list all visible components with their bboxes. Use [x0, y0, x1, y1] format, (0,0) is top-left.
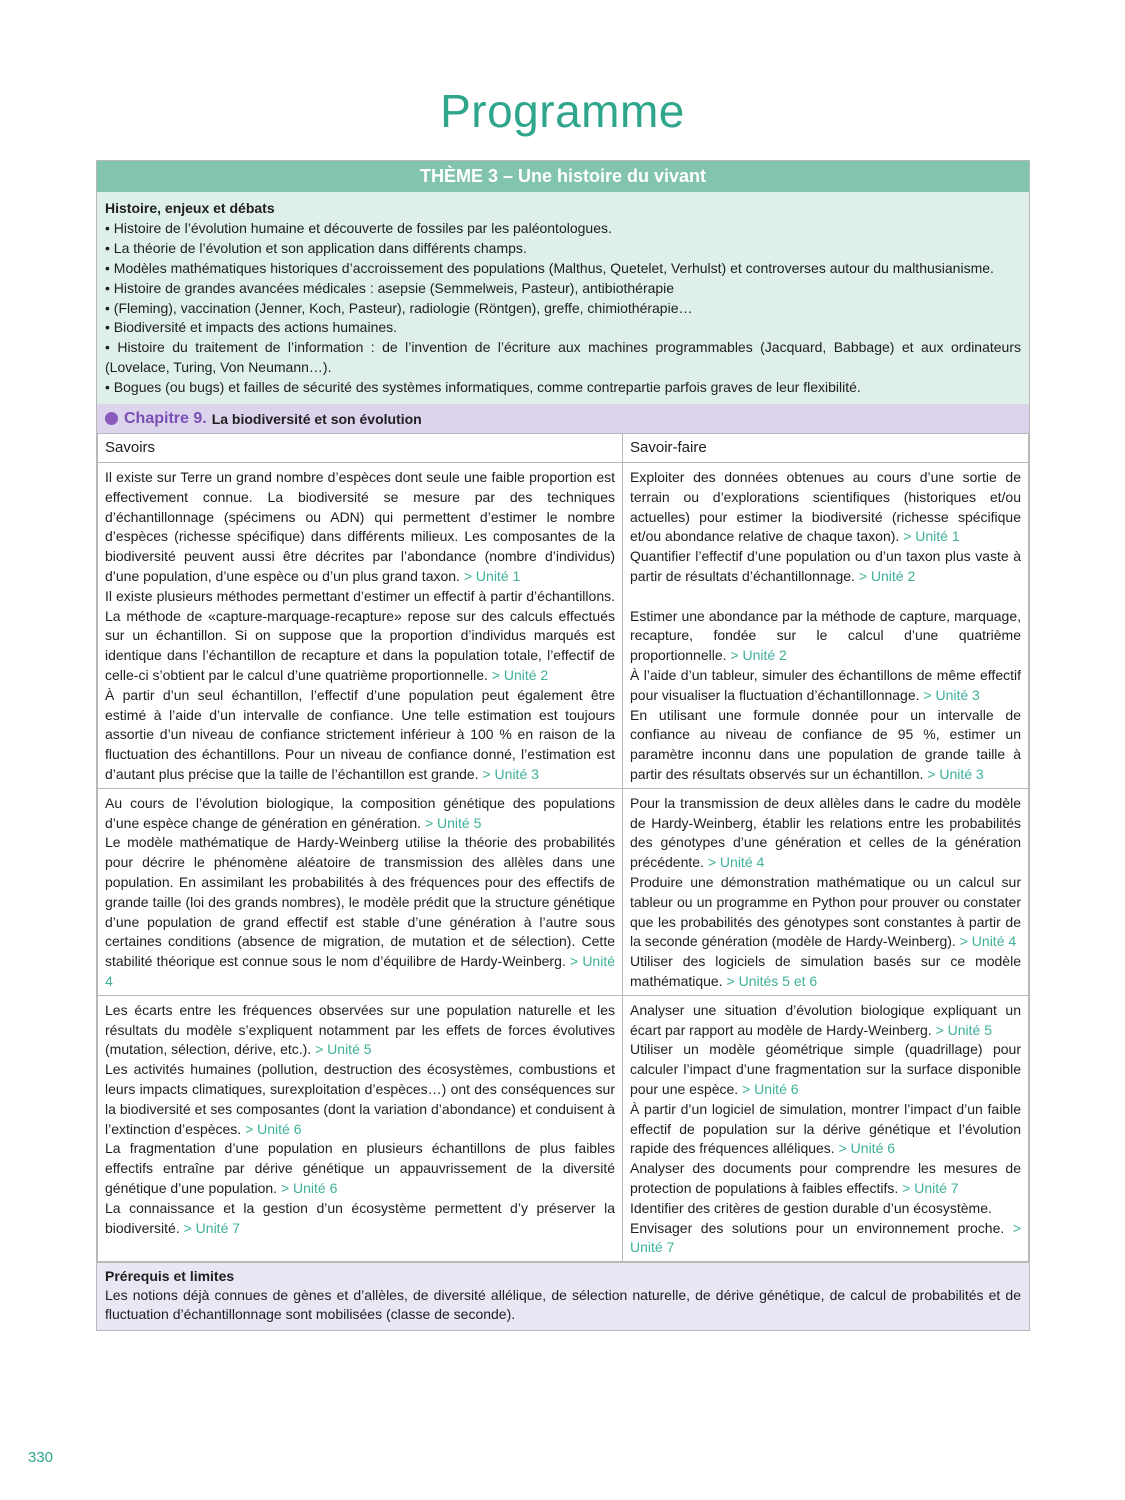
intro-item: • Histoire du traitement de l’information : de l’invention de l’écriture aux machines programmables (Jacquard, Babbage) et aux ordinateurs (Lovelace, Turing, Von Neumann…). [105, 339, 1021, 376]
paragraph-text: À partir d’un seul échantillon, l’effectif d’une population peut également être estimé à l’aide d’un intervalle de confiance. Une telle estimation est toujours assortie d’un niveau de confiance strictement inférieur à 100 % en raison de la fluctuation des échantillons. Pour un niveau de confiance donné, l’estimation est d’autant plus précise que la taille de l’échantillon est grande. [105, 686, 615, 783]
cell-paragraph [105, 468, 615, 587]
intro-item: • Bogues (ou bugs) et failles de sécurité des systèmes informatiques, comme contrepartie parfois graves de leur flexibilité. [105, 379, 861, 396]
unit-reference: > Unité 4 [708, 854, 764, 870]
unit-reference: > Unité 3 [923, 687, 979, 703]
paragraph-text: La connaissance et la gestion d’un écosystème permettent d’y préserver la biodiversité. [105, 1199, 615, 1236]
page-number: 330 [28, 1449, 54, 1466]
table-row [98, 995, 1029, 1261]
intro-item: • La théorie de l’évolution et son application dans différents champs. [105, 239, 527, 256]
cell-paragraph [630, 1159, 1021, 1199]
table-header-row [98, 434, 1029, 463]
cell-paragraph [630, 1040, 1021, 1099]
unit-reference: > Unité 1 [464, 568, 520, 584]
unit-reference: > Unité 5 [936, 1022, 992, 1038]
chapter-bullet-icon [105, 412, 118, 425]
cell-paragraph [105, 686, 615, 785]
paragraph-spacer [630, 587, 1021, 607]
paragraph-text: Identifier des critères de gestion durable d’un écosystème. [630, 1199, 992, 1216]
savoirs-cell [98, 788, 623, 995]
paragraph-text: En utilisant une formule donnée pour un intervalle de confiance au niveau de confiance de 95 %, estimer un paramètre inconnu dans une population de grande taille à partir des résultats observés sur un échantillon. [630, 706, 1021, 783]
paragraph-text: Produire une démonstration mathématique ou un calcul sur tableur ou un programme en Python pour prouver ou constater que les probabilités des génotypes sont constantes à partir de la seconde génération (modèle de Hardy-Weinberg). [630, 874, 1021, 950]
paragraph-text: Utiliser un modèle géométrique simple (quadrillage) pour calculer l’impact d’une fragmentation sur la surface disponible pour une espèce. [630, 1041, 1021, 1097]
table-row [98, 463, 1029, 789]
cell-paragraph [105, 794, 615, 834]
cell-paragraph [630, 706, 1021, 785]
unit-reference: > Unité 1 [903, 528, 959, 544]
cell-paragraph [630, 952, 1021, 992]
intro-item: • Histoire de l’évolution humaine et découverte de fossiles par les paléontologues. [105, 219, 612, 236]
cell-paragraph [105, 833, 615, 991]
chapter-number: Chapitre 9. [124, 409, 207, 427]
prerequisites-heading: Prérequis et limites [105, 1268, 235, 1285]
unit-reference: > Unités 5 et 6 [727, 973, 818, 989]
cell-paragraph [630, 1100, 1021, 1159]
paragraph-text: Le modèle mathématique de Hardy-Weinberg utilise la théorie des probabilités pour décrire le phénomène aléatoire de transmission des allèles dans une population. En assimilant les probabilités à des fréquences pour des effectifs de grande taille (loi des grands nombres), le modèle prédit que la structure génétique d’une population de grand effectif est stable d’une génération à l’autre sous certaines conditions (absence de migration, de mutation et de sélection). Cette stabilité théorique est connue sous le nom d’équilibre de Hardy-Weinberg. [105, 834, 615, 970]
unit-reference: > Unité 6 [742, 1081, 798, 1097]
prerequisites-section [97, 1262, 1029, 1330]
chapter-bar [97, 404, 1029, 433]
intro-section [97, 192, 1029, 404]
unit-reference: > Unité 6 [281, 1180, 337, 1196]
cell-paragraph [630, 873, 1021, 952]
cell-paragraph [630, 1001, 1021, 1041]
table-row [98, 788, 1029, 995]
intro-item: • Biodiversité et impacts des actions humaines. [105, 319, 398, 336]
paragraph-text: À partir d’un logiciel de simulation, montrer l’impact d’un faible effectif de population sur la dérive génétique et l’évolution rapide des fréquences alléliques. [630, 1100, 1021, 1157]
cell-paragraph [630, 468, 1021, 547]
chapter-title: La biodiversité et son évolution [211, 410, 422, 427]
cell-paragraph [630, 666, 1021, 706]
paragraph-text: Pour la transmission de deux allèles dans le cadre du modèle de Hardy-Weinberg, établir les relations entre les probabilités des génotypes d’une génération et celles de la génération précédente. [630, 794, 1021, 871]
page-title: Programme [440, 85, 685, 137]
paragraph-text: Quantifier l’effectif d’une population ou d’un taxon plus vaste à partir de résultats d’échantillonnage. [630, 548, 1021, 585]
intro-heading: Histoire, enjeux et débats [105, 200, 275, 216]
paragraph-text: Il existe sur Terre un grand nombre d’espèces dont seule une faible proportion est effectivement connue. La biodiversité se mesure par des techniques d’échantillonnage (spécimens ou ADN) qui permettent d’estimer le nombre d’espèces (richesse spécifique) dans différents milieux. Les composantes de la biodiversité peuvent aussi être décrites par l’abondance (nombre d’individus) d’une population, d’une espèce ou d’un plus grand taxon. [105, 469, 615, 585]
paragraph-text: Il existe plusieurs méthodes permettant d’estimer un effectif à partir d’échantillons. La méthode de «capture-marquage-recapture» repose sur des calculs effectués sur un échantillon. Si on suppose que la proportion d’individus marqués est identique dans l’échantillon de recapture et dans la population totale, l’effectif de celle-ci s’obtient par le calcul d’une quatrième proportionnelle. [105, 587, 615, 684]
programme-table [97, 433, 1029, 1262]
intro-item: • Histoire de grandes avancées médicales : asepsie (Semmelweis, Pasteur), antibiothérapie [105, 279, 675, 296]
unit-reference: > Unité 6 [839, 1140, 895, 1156]
unit-reference: > Unité 2 [859, 568, 915, 584]
paragraph-text: Les écarts entre les fréquences observées sur une population naturelle et les résultats du modèle s’expliquent notamment par les effets de forces évolutives (mutation, sélection, dérive, etc.). [105, 1001, 615, 1058]
savoir-faire-cell [623, 995, 1029, 1261]
paragraph-text: Analyser une situation d’évolution biologique expliquant un écart par rapport au modèle de Hardy-Weinberg. [630, 1001, 1021, 1038]
savoirs-cell [98, 463, 623, 789]
paragraph-text: Exploiter des données obtenues au cours d’une sortie de terrain ou d’explorations scientifiques (historiques et/ou actuelles) pour estimer la biodiversité (richesse spécifique et/ou abondance relative de chaque taxon). [630, 469, 1021, 545]
unit-reference: > Unité 3 [482, 766, 538, 782]
cell-paragraph [630, 794, 1021, 873]
unit-reference: > Unité 4 [105, 953, 615, 989]
unit-reference: > Unité 6 [245, 1121, 301, 1137]
cell-paragraph [630, 547, 1021, 587]
cell-paragraph [105, 1199, 615, 1239]
unit-reference: > Unité 7 [184, 1220, 240, 1236]
paragraph-text: La fragmentation d’une population en plusieurs échantillons de plus faibles effectifs entraîne par dérive génétique un appauvrissement de la diversité génétique d’une population. [105, 1140, 615, 1196]
cell-paragraph [630, 1219, 1021, 1259]
theme-title: THÈME 3 – Une histoire du vivant [97, 161, 1029, 192]
unit-reference: > Unité 4 [960, 933, 1016, 949]
cell-paragraph [105, 587, 615, 686]
paragraph-text: Les activités humaines (pollution, destruction des écosystèmes, combustions et leurs impacts climatiques, surexploitation d’espèces…) ont des conséquences sur la biodiversité et ses composantes (dont la variation d’abondance) et conduisent à l’extinction d’espèces. [105, 1061, 615, 1137]
paragraph-text: À l’aide d’un tableur, simuler des échantillons de même effectif pour visualiser la fluctuation d’échantillonnage. [630, 667, 1021, 703]
header-savoirs: Savoirs [98, 434, 623, 463]
paragraph-text: Envisager des solutions pour un environnement proche. [630, 1219, 1005, 1236]
unit-reference: > Unité 7 [902, 1180, 958, 1196]
savoir-faire-cell [623, 788, 1029, 995]
cell-paragraph [630, 1199, 1021, 1219]
prerequisites-text: Les notions déjà connues de gènes et d’allèles, de diversité allélique, de sélection naturelle, de dérive génétique, de calcul de probabilités et de fluctuation d’échantillonnage sont mobilisées (classe de seconde). [105, 1287, 1021, 1323]
savoir-faire-cell [623, 463, 1029, 789]
cell-paragraph [105, 1139, 615, 1198]
cell-paragraph [105, 1060, 615, 1139]
unit-reference: > Unité 7 [630, 1220, 1021, 1256]
unit-reference: > Unité 3 [927, 766, 983, 782]
unit-reference: > Unité 2 [492, 667, 548, 683]
header-savoir-faire: Savoir-faire [623, 434, 1029, 463]
unit-reference: > Unité 5 [425, 815, 481, 831]
paragraph-text: Estimer une abondance par la méthode de capture, marquage, recapture, fondée sur le calcul d’une quatrième proportionnelle. [630, 607, 1021, 664]
paragraph-text: Analyser des documents pour comprendre les mesures de protection de populations à faibles effectifs. [630, 1160, 1021, 1196]
paragraph-text: Au cours de l’évolution biologique, la composition génétique des populations d’une espèce change de génération en génération. [105, 794, 615, 831]
table-body [98, 463, 1029, 1262]
cell-paragraph [105, 1001, 615, 1060]
intro-item: • (Fleming), vaccination (Jenner, Koch, Pasteur), radiologie (Röntgen), greffe, chimiothérapie… [105, 299, 693, 316]
programme-frame [96, 160, 1030, 1331]
cell-paragraph [630, 607, 1021, 666]
paragraph-text: Utiliser des logiciels de simulation basés sur ce modèle mathématique. [630, 953, 1021, 989]
unit-reference: > Unité 5 [315, 1041, 371, 1057]
intro-item: • Modèles mathématiques historiques d’accroissement des populations (Malthus, Quetelet, Verhulst) et controverses autour du malthusianisme. [105, 259, 994, 276]
unit-reference: > Unité 2 [730, 647, 786, 663]
savoirs-cell [98, 995, 623, 1261]
